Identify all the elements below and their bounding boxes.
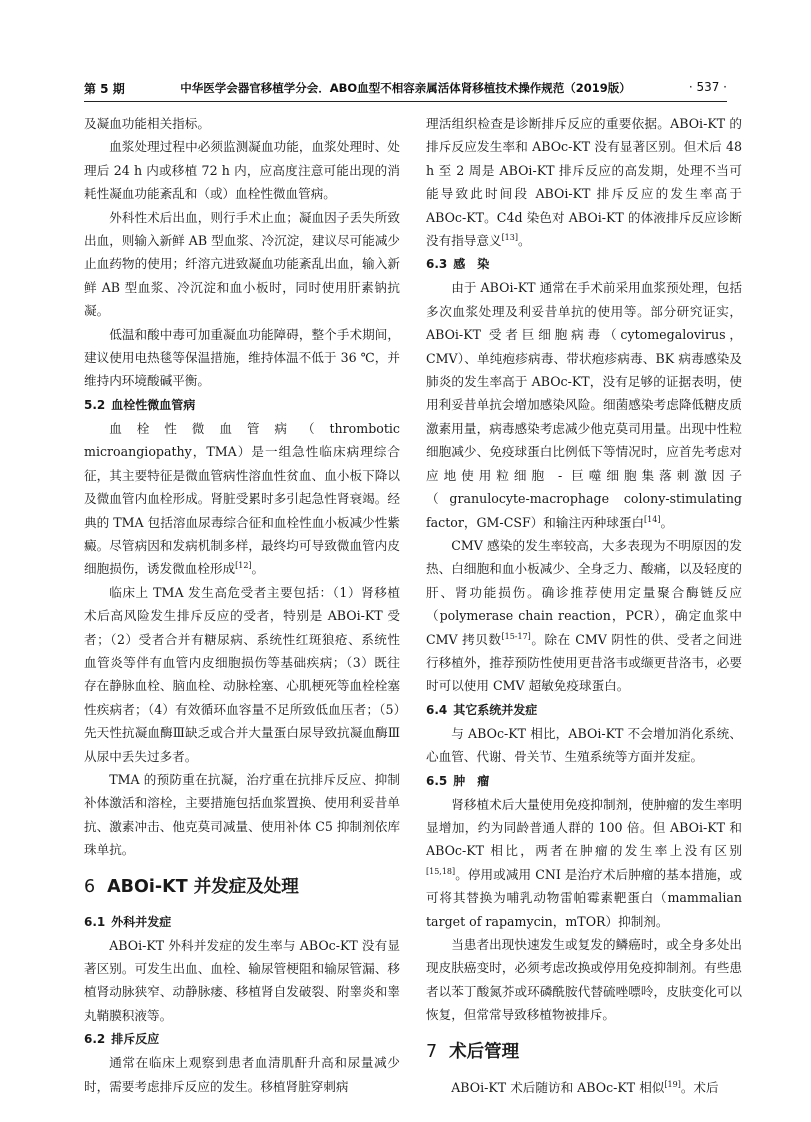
paragraph: 外科性术后出血，则行手术止血；凝血因子丢失所致出血，则输入新鲜 AB 型血浆、冷沉淀，建议尽可能减少止血药物的使用；纤溶亢进致凝血功能紊乱出血，输入新鲜 AB 型血浆、冷沉淀和血小板时，同时使用肝素钠抗凝。 — [84, 209, 401, 319]
header-rule — [84, 101, 727, 102]
citation[interactable]: [19] — [664, 1079, 681, 1089]
running-title: 中华医学会器官移植学分会．ABO血型不相容亲属活体肾移植技术操作规范（2019版） — [180, 81, 631, 95]
section-heading-7: 7 术后管理 — [426, 1041, 520, 1062]
paragraph: ABOi-KT 外科并发症的发生率与 ABOc-KT 没有显著区别。可发生出血、血栓、输尿管梗阻和输尿管漏、移植肾动脉狭窄、动静脉瘘、移植肾自发破裂、附睾炎和睾丸鞘膜积液等。 — [84, 937, 400, 1023]
paragraph: TMA 的预防重在抗凝，治疗重在抗排斥反应、抑制补体激活和溶栓，主要措施包括血浆置换、使用利妥昔单抗、激素冲击、他克莫司减量、使用补体 C5 抑制剂依库珠单抗。 — [84, 771, 400, 858]
paragraph: 血栓性微血管病（thrombotic microangiopathy，TMA）是一组急性临床病理综合征，其主要特征是微血管病性溶血性贫血、血小板下降以及微血管内血栓形成。肾脏受累时多引起急性肾衰竭。经典的 TMA 包括溶血尿毒综合征和血栓性血小板减少性紫癜。尽管病因和发病机制多样，最终均可导致微血管内皮细胞损伤，诱发微血栓形成[12]。 — [84, 420, 400, 577]
citation[interactable]: [15-17] — [501, 631, 531, 641]
paragraph: 肾移植术后大量使用免疫抑制剂，使肿瘤的发生率明显增加，约为同龄普通人群的 100 倍。但 ABOi-KT 和 ABOc-KT 相比，两者在肿瘤的发生率上没有区别[15,18]。停用或减用 CNI 是治疗术后肿瘤的基本措施，或可将其替换为哺乳动物雷帕霉素靶蛋白（mammalian target of rapamycin，mTOR）抑制剂。 — [426, 796, 742, 929]
paragraph: ABOi-KT 术后随访和 ABOc-KT 相似[19]。术后 — [451, 1079, 719, 1095]
left-column — [84, 112, 400, 1098]
paragraph: 血浆处理过程中必须监测凝血功能，血浆处理时、处理后 24 h 内或移植 72 h 内，应高度注意可能出现的消耗性凝血功能紊乱和（或）血栓性微血管病。 — [84, 139, 400, 202]
section-heading-6-3: 6.3 感 染 — [426, 257, 490, 272]
paragraph: 与 ABOc-KT 相比，ABOi-KT 不会增加消化系统、心血管、代谢、骨关节、生殖系统等方面并发症。 — [426, 725, 742, 765]
citation[interactable]: [12] — [235, 561, 252, 571]
section-heading-6-2: 6.2 排斥反应 — [84, 1032, 160, 1047]
right-column — [426, 112, 742, 1099]
paragraph: 临床上 TMA 发生高危受者主要包括：（1）肾移植术后高风险发生排斥反应的受者，特别是 ABOi-KT 受者；（2）受者合并有糖尿病、系统性红斑狼疮、系统性血管炎等伴有血管内皮细胞损伤等基础疾病；（3）既往存在静脉血栓、脑血栓、动脉栓塞、心肌梗死等血栓栓塞性疾病者；（4）有效循环血容量不足所致低血压者；（5）先天性抗凝血酶Ⅲ缺乏或合并大量蛋白尿导致抗凝血酶Ⅲ从尿中丢失过多者。 — [84, 584, 400, 764]
citation[interactable]: [14] — [644, 514, 661, 524]
section-heading-6: 6 ABOi-KT 并发症及处理 — [84, 876, 299, 897]
paragraph: 理活组织检查是诊断排斥反应的重要依据。ABOi-KT 的排斥反应发生率和 ABOc-KT 没有显著区别。但术后 48 h 至 2 周是 ABOi-KT 排斥反应的高发期，处理不当可能导致此时间段 ABOi-KT 排斥反应的发生率高于 ABOc-KT。C4d 染色对 ABOi-KT 的体液排斥反应诊断没有指导意义[13]。 — [426, 116, 742, 249]
section-heading-6-1: 6.1 外科并发症 — [84, 914, 172, 929]
section-heading-6-5: 6.5 肿 瘤 — [426, 773, 490, 788]
paragraph: 及凝血功能相关指标。 — [84, 116, 210, 131]
paragraph: 当患者出现快速发生或复发的鳞癌时，或全身多处出现皮肤癌变时，必须考虑改换或停用免疫抑制剂。有些患者以苯丁酸氮芥或环磷酰胺代替硫唑嘌呤，皮肤变化可以恢复，但常常导致移植物被排斥。 — [426, 937, 742, 1023]
section-heading-5-2: 5.2 血栓性微血管病 — [84, 397, 196, 412]
running-header — [84, 78, 727, 100]
paragraph: 通常在临床上观察到患者血清肌酐升高和尿量减少时，需要考虑排斥反应的发生。移植肾脏穿刺病 — [84, 1055, 400, 1094]
paragraph: CMV 感染的发生率较高，大多表现为不明原因的发热、白细胞和血小板减少、全身乏力、酸痛，以及轻度的肝、肾功能损伤。确诊推荐使用定量聚合酶链反应（polymerase chain reaction，PCR），确定血浆中 CMV 拷贝数[15-17]。除在 CMV 阴性的供、受者之间进行移植外，推荐预防性使用更昔洛韦或缬更昔洛韦，必要时可以使用 CMV 超敏免疫球蛋白。 — [426, 537, 742, 694]
citation[interactable]: [13] — [501, 232, 518, 242]
issue-number: 第 5 期 — [84, 82, 125, 96]
paragraph: 由于 ABOi-KT 通常在手术前采用血浆预处理，包括多次血浆处理及利妥昔单抗的使用等。部分研究证实，ABOi-KT 受者巨细胞病毒（cytomegalovirus，CMV）、单纯疱疹病毒、带状疱疹病毒、BK 病毒感染及肺炎的发生率高于 ABOc-KT，没有足够的证据表明，使用利妥昔单抗会增加感染风险。细菌感染考虑降低糖皮质激素用量，病毒感染考虑减少他克莫司用量。出现中性粒细胞减少、免疫球蛋白比例低下等情况时，应首先考虑对应地使用粒细胞 - 巨噬细胞集落刺激因子（granulocyte-macrophage colony-stimulating factor，GM-CSF）和输注丙种球蛋白[14]。 — [426, 280, 742, 530]
section-heading-6-4: 6.4 其它系统并发症 — [426, 702, 538, 717]
page-number: · 537 · — [688, 80, 727, 94]
citation[interactable]: [15,18] — [426, 866, 456, 876]
paragraph: 低温和酸中毒可加重凝血功能障碍，整个手术期间，建议使用电热毯等保温措施，维持体温不低于 36 ℃，并维持内环境酸碱平衡。 — [84, 326, 400, 389]
